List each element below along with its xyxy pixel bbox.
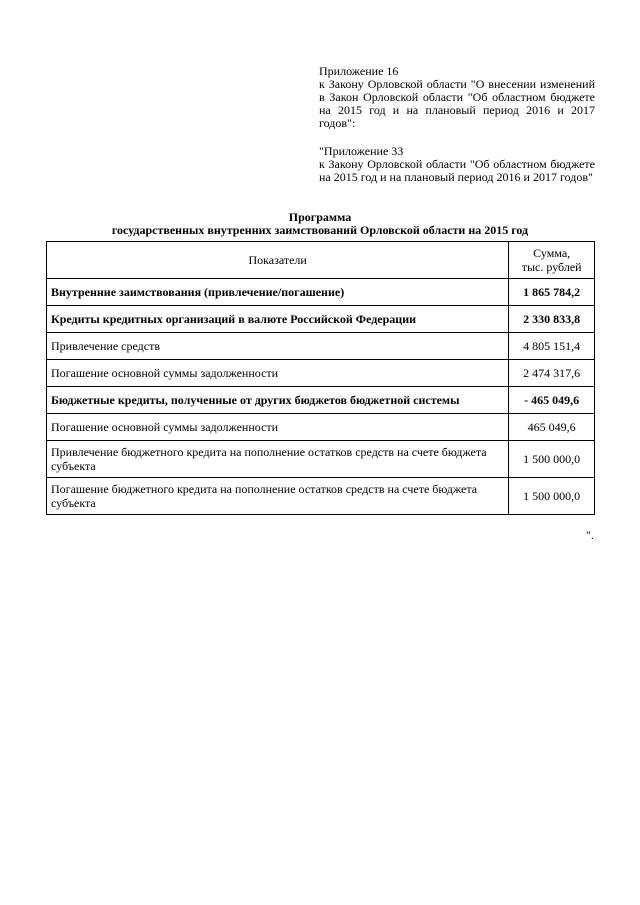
appendix-33-block: [319, 145, 595, 184]
row-name: Привлечение средств: [47, 333, 509, 360]
table-row: [47, 478, 595, 515]
table-row: [47, 333, 595, 360]
header-indicators: Показатели: [47, 242, 509, 279]
row-name: Погашение основной суммы задолженности: [47, 414, 509, 441]
row-sum: 1 865 784,2: [509, 279, 595, 306]
row-name: Внутренние заимствования (привлечение/погашение): [47, 279, 509, 306]
appendix-16-block: [319, 65, 595, 130]
header-sum-line1: Сумма,: [533, 246, 571, 260]
appendix-33-heading: "Приложение 33: [319, 144, 404, 158]
table-row: [47, 360, 595, 387]
row-name: Бюджетные кредиты, полученные от других бюджетов бюджетной системы: [47, 387, 509, 414]
table-row: [47, 441, 595, 478]
program-title: Программа: [288, 210, 352, 224]
borrowings-table: [46, 241, 595, 515]
closing-quote: ".: [586, 528, 594, 542]
row-sum: 2 474 317,6: [509, 360, 595, 387]
appendix-16-heading: Приложение 16: [319, 64, 399, 78]
row-sum: 2 330 833,8: [509, 306, 595, 333]
header-sum: [509, 242, 595, 279]
appendix-16-text: к Закону Орловской области "О внесении изменений в Закон Орловской области "Об областном бюджете на 2015 год и на плановый период 2016 и 2017 годов":: [319, 77, 595, 130]
table-header-row: [47, 242, 595, 279]
row-sum: 4 805 151,4: [509, 333, 595, 360]
row-name: Кредиты кредитных организаций в валюте Российской Федерации: [47, 306, 509, 333]
row-sum: 465 049,6: [509, 414, 595, 441]
table-row: [47, 279, 595, 306]
table-row: [47, 306, 595, 333]
row-name: Погашение бюджетного кредита на пополнение остатков средств на счете бюджета субъекта: [47, 478, 509, 515]
program-subtitle: государственных внутренних заимствований Орловской области на 2015 год: [111, 223, 529, 237]
row-sum: - 465 049,6: [509, 387, 595, 414]
appendix-33-text: к Закону Орловской области "Об областном бюджете на 2015 год и на плановый период 2016 и 2017 годов": [319, 157, 595, 184]
header-sum-line2: тыс. рублей: [521, 260, 582, 274]
row-sum: 1 500 000,0: [509, 441, 595, 478]
row-name: Погашение основной суммы задолженности: [47, 360, 509, 387]
row-sum: 1 500 000,0: [509, 478, 595, 515]
table-row: [47, 414, 595, 441]
table-row: [47, 387, 595, 414]
row-name: Привлечение бюджетного кредита на пополнение остатков средств на счете бюджета субъекта: [47, 441, 509, 478]
